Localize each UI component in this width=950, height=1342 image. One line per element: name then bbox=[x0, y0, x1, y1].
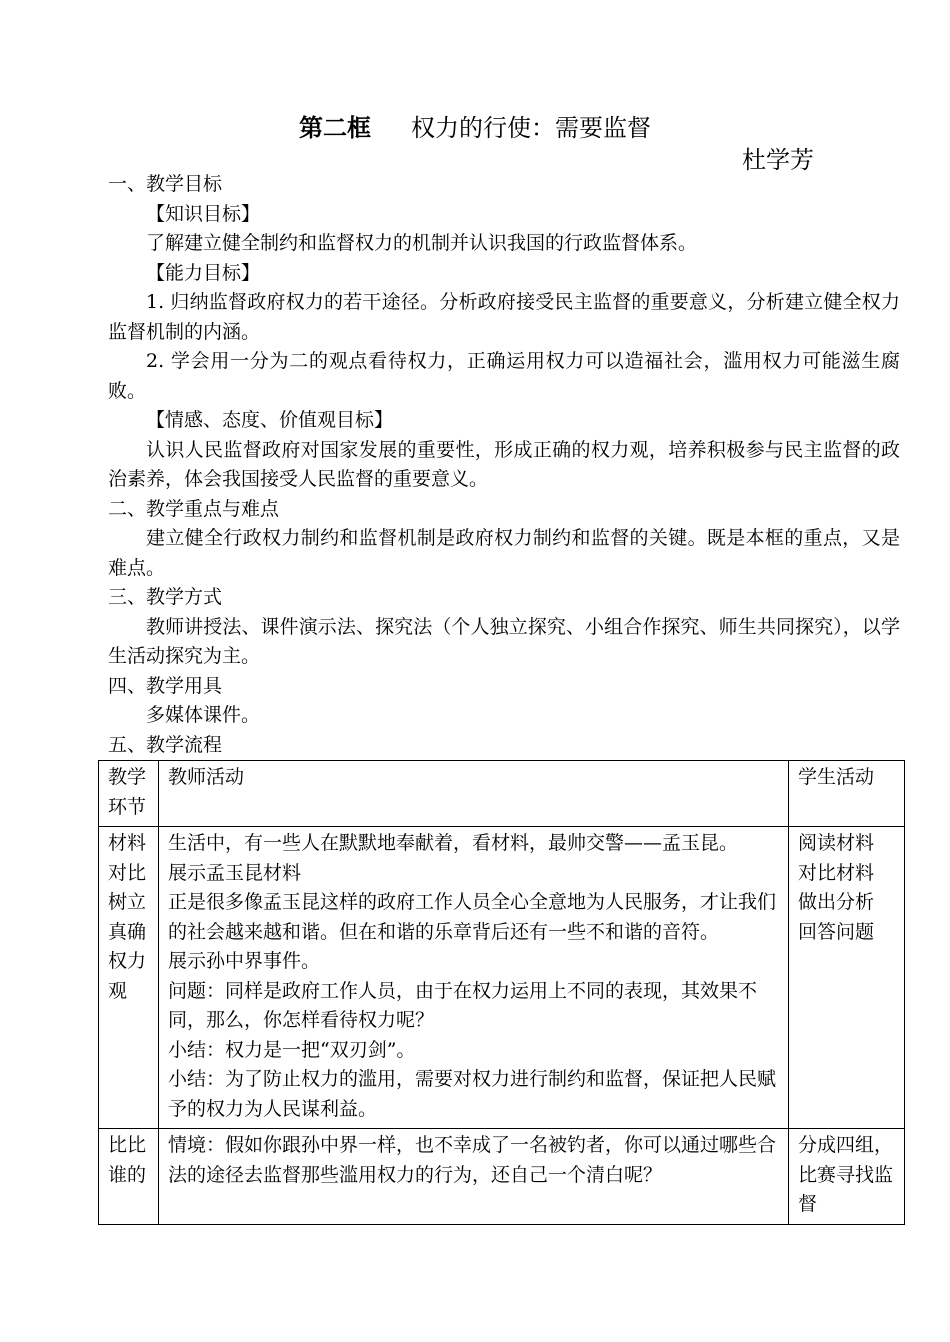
title-bold: 第二框 bbox=[299, 113, 371, 142]
keypoints-text: 建立健全行政权力制约和监督机制是政府权力制约和监督的关键。既是本框的重点，又是难点。 bbox=[108, 527, 900, 579]
table-row bbox=[99, 827, 905, 1129]
teaching-flow-table bbox=[98, 760, 905, 1225]
row1-student-line: 做出分析 bbox=[798, 891, 875, 913]
row1-teacher-line: 正是很多像孟玉昆这样的政府工作人员全心全意地为人民服务，才让我们的社会越来越和谐。但在和谐的乐章背后还有一些不和谐的音符。 bbox=[168, 891, 777, 943]
row2-student: 分成四组，比赛寻找监督 bbox=[789, 1129, 905, 1225]
methods-text: 教师讲授法、课件演示法、探究法（个人独立探究、小组合作探究、师生共同探究），以学生活动探究为主。 bbox=[108, 615, 900, 667]
document-body bbox=[108, 170, 900, 760]
emotion-text: 认识人民监督政府对国家发展的重要性，形成正确的权力观，培养积极参与民主监督的政治素养，体会我国接受人民监督的重要意义。 bbox=[108, 438, 900, 490]
section-heading-objectives: 一、教学目标 bbox=[108, 173, 223, 195]
row1-teacher-line: 问题：同样是政府工作人员，由于在权力运用上不同的表现，其效果不同，那么，你怎样看待权力呢？ bbox=[168, 979, 758, 1031]
emotion-label: 【情感、态度、价值观目标】 bbox=[146, 409, 394, 431]
row1-teacher-line: 展示孟玉昆材料 bbox=[168, 861, 302, 884]
header-teacher: 教师活动 bbox=[159, 761, 789, 827]
knowledge-text: 了解建立健全制约和监督权力的机制并认识我国的行政监督体系。 bbox=[146, 232, 698, 254]
row2-stage: 比比谁的 bbox=[99, 1129, 159, 1225]
knowledge-label: 【知识目标】 bbox=[146, 202, 261, 225]
author: 杜学芳 bbox=[742, 146, 814, 174]
page-title bbox=[0, 108, 950, 143]
section-heading-methods: 三、教学方式 bbox=[108, 586, 223, 608]
header-stage: 教学环节 bbox=[99, 761, 159, 827]
tools-text: 多媒体课件。 bbox=[146, 704, 261, 726]
row1-student-line: 阅读材料 bbox=[798, 832, 875, 854]
section-heading-flow: 五、教学流程 bbox=[108, 733, 223, 756]
table-row bbox=[99, 1129, 905, 1225]
table-header-row bbox=[99, 761, 905, 827]
title-rest: 权力的行使：需要监督 bbox=[411, 114, 651, 142]
row1-student bbox=[789, 827, 905, 1129]
row1-stage: 材料对比树立真确权力观 bbox=[99, 827, 159, 1129]
section-heading-keypoints: 二、教学重点与难点 bbox=[108, 497, 280, 520]
row1-teacher-line: 展示孙中界事件。 bbox=[168, 950, 321, 972]
header-student: 学生活动 bbox=[789, 761, 905, 827]
ability-item-2: 2. 学会用一分为二的观点看待权力，正确运用权力可以造福社会，滥用权力可能滋生腐败。 bbox=[108, 350, 900, 402]
row1-teacher-line: 小结：权力是一把“双刃剑”。 bbox=[168, 1038, 416, 1061]
ability-item-1: 1. 归纳监督政府权力的若干途径。分析政府接受民主监督的重要意义，分析建立健全权力监督机制的内涵。 bbox=[108, 291, 900, 343]
section-heading-tools: 四、教学用具 bbox=[108, 674, 223, 697]
row1-student-line: 对比材料 bbox=[798, 861, 875, 884]
row1-teacher bbox=[159, 827, 789, 1129]
row2-teacher: 情境：假如你跟孙中界一样，也不幸成了一名被钓者，你可以通过哪些合法的途径去监督那些滥用权力的行为，还自己一个清白呢？ bbox=[159, 1129, 789, 1225]
row1-student-line: 回答问题 bbox=[798, 920, 875, 943]
ability-label: 【能力目标】 bbox=[146, 261, 261, 284]
row1-teacher-line: 生活中，有一些人在默默地奉献着，看材料，最帅交警——孟玉昆。 bbox=[168, 832, 739, 854]
row1-teacher-line: 小结：为了防止权力的滥用，需要对权力进行制约和监督，保证把人民赋予的权力为人民谋利益。 bbox=[168, 1068, 777, 1120]
